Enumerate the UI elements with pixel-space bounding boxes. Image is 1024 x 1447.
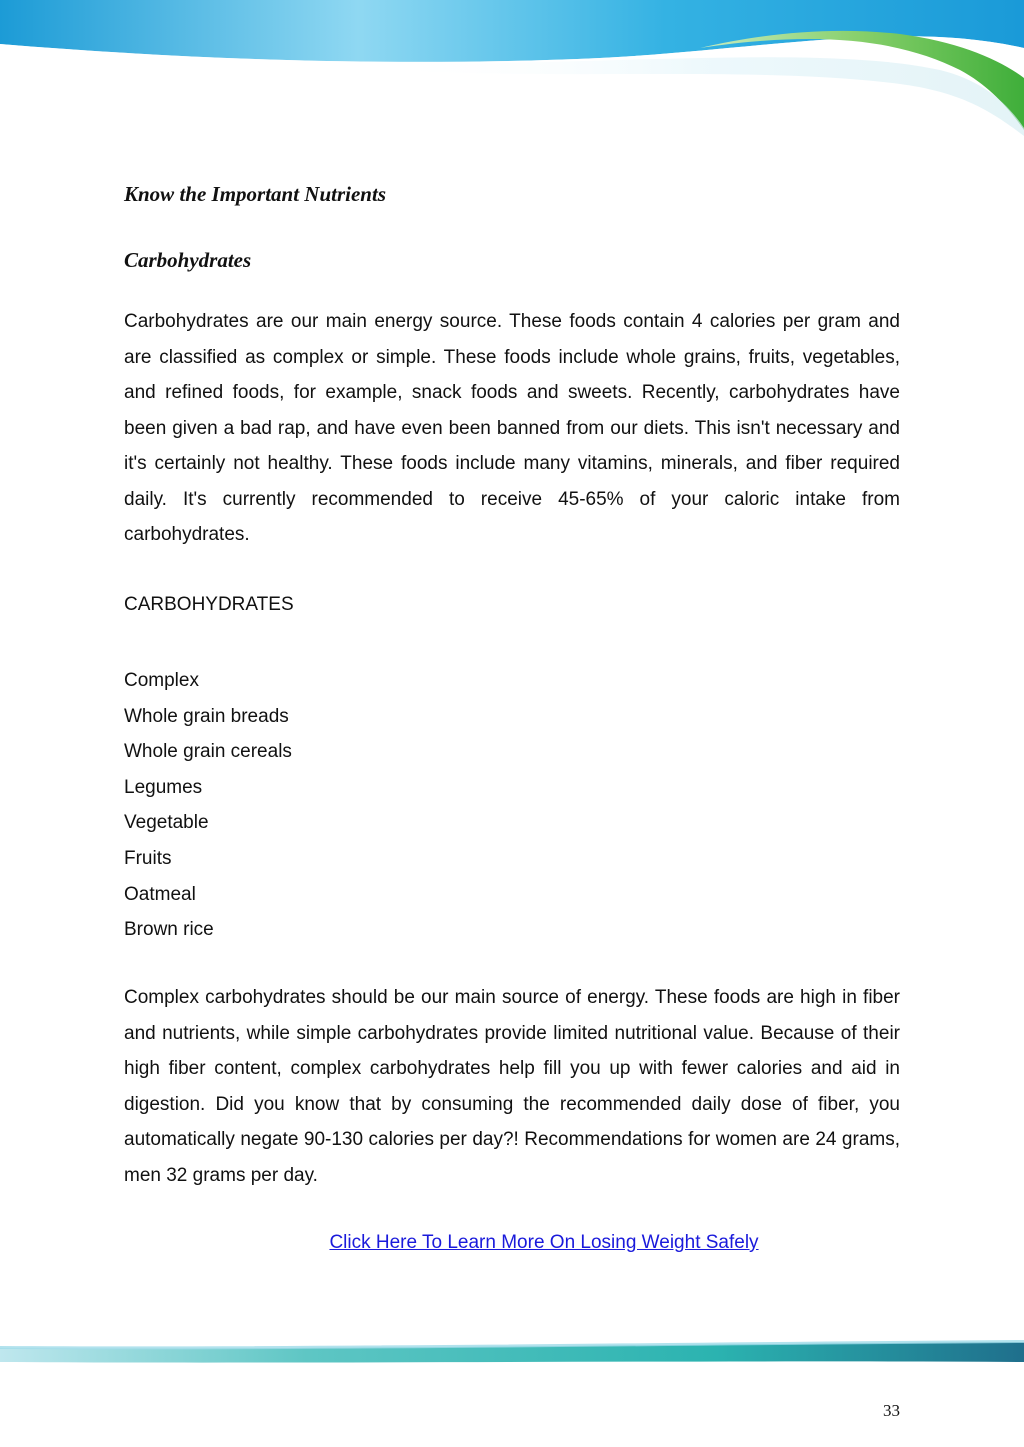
intro-paragraph: Carbohydrates are our main energy source. These foods contain 4 calories per gram and are classified as complex or simple. These foods include whole grains, fruits, vegetables, and refined foods, for example, snack foods and sweets. Recently, carbohydrates have been given a bad rap, and have even been banned from our diets. This isn't necessary and it's certainly not healthy. These foods include many vitamins, minerals, and fiber required daily. It's currently recommended to receive 45-65% of your caloric intake from carbohydrates. [124, 311, 900, 545]
footer-stripe [0, 1336, 1024, 1366]
list-item: Whole grain breads [124, 705, 289, 727]
list-item: Brown rice [124, 919, 214, 941]
learn-more-link[interactable]: Click Here To Learn More On Losing Weight Safely [329, 1232, 759, 1253]
main-heading: Know the Important Nutrients [124, 182, 386, 206]
list-item: Whole grain cereals [124, 741, 292, 763]
list-item: Oatmeal [124, 883, 196, 905]
page-number: 33 [883, 1401, 900, 1420]
complex-carbs-paragraph: Complex carbohydrates should be our main source of energy. These foods are high in fiber and nutrients, while simple carbohydrates provide limited nutritional value. Because of their high fiber content, complex carbohydrates help fill you up with fewer calories and aid in digestion. Did you know that by consuming the recommended daily dose of fiber, you automatically negate 90-130 calories per day?! Recommendations for women are 24 grams, men 32 grams per day. [124, 987, 900, 1186]
list-item: Vegetable [124, 812, 209, 834]
sub-heading: Carbohydrates [124, 248, 252, 272]
list-item: Complex [124, 670, 199, 691]
list-item: Fruits [124, 847, 172, 869]
list-item: Legumes [124, 776, 203, 798]
carbohydrate-list [124, 663, 292, 948]
header-wave-banner [0, 0, 1024, 140]
section-label: CARBOHYDRATES [124, 594, 294, 615]
